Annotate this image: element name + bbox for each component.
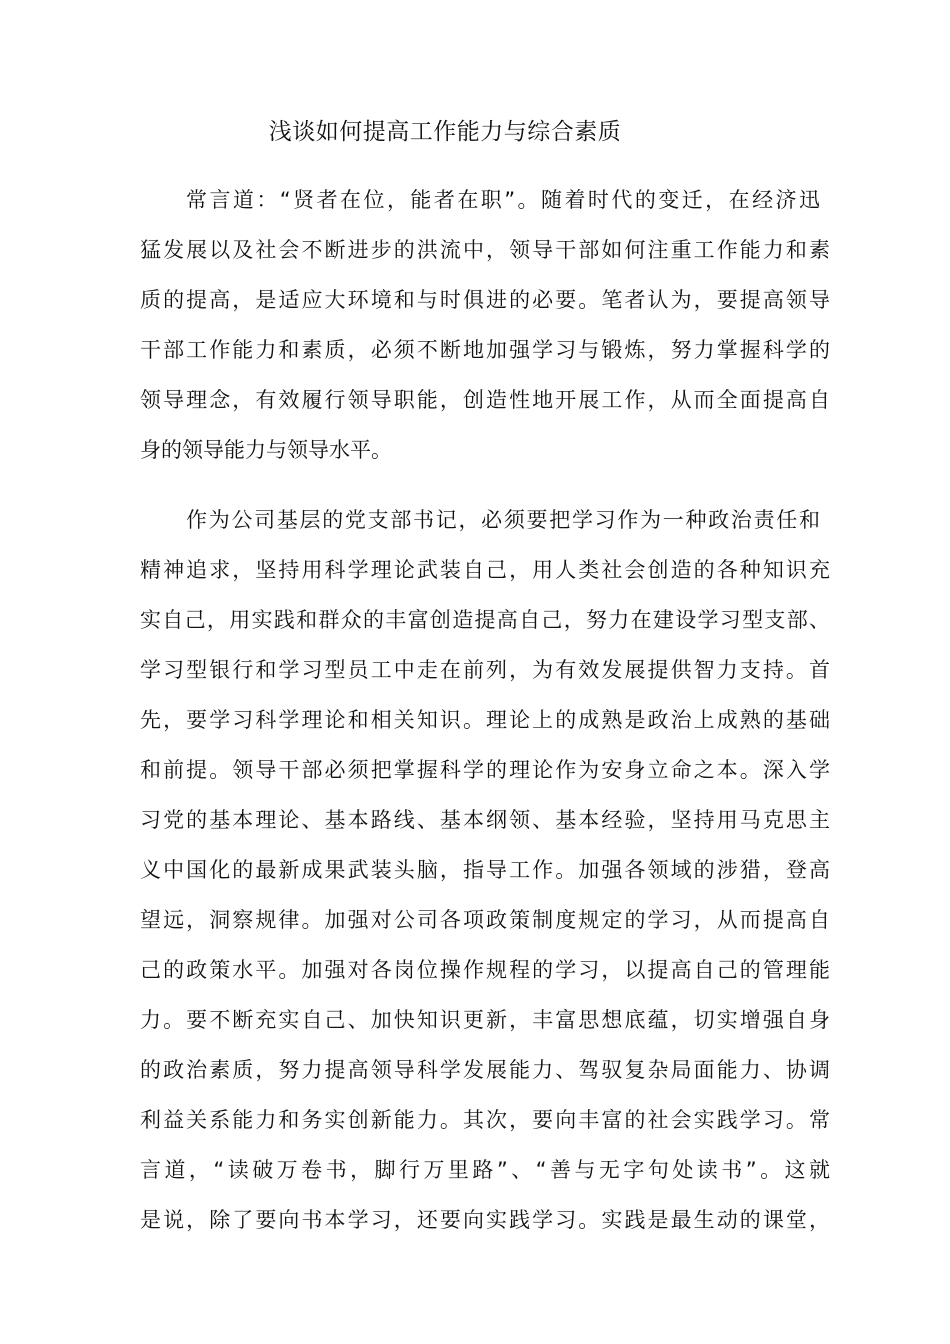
paragraph-line: 身的领导能力与领导水平。 xyxy=(140,438,392,462)
paragraph-line: 先，要学习科学理论和相关知识。理论上的成熟是政治上成熟的基础 xyxy=(140,708,830,732)
paragraph-line: 和前提。领导干部必须把掌握科学的理论作为安身立命之本。深入学 xyxy=(140,758,830,782)
paragraph-line: 习党的基本理论、基本路线、基本纲领、基本经验，坚持用马克思主 xyxy=(140,808,830,832)
paragraph-line: 实自己，用实践和群众的丰富创造提高自己，努力在建设学习型支部、 xyxy=(140,608,830,632)
paragraph-line: 的政治素质，努力提高领导科学发展能力、驾驭复杂局面能力、协调 xyxy=(140,1058,830,1082)
paragraph-line: 精神追求，坚持用科学理论武装自己，用人类社会创造的各种知识充 xyxy=(140,558,830,582)
paragraph-line: 望远，洞察规律。加强对公司各项政策制度规定的学习，从而提高自 xyxy=(140,908,830,932)
paragraph-line: 质的提高，是适应大环境和与时俱进的必要。笔者认为，要提高领导 xyxy=(140,288,830,312)
paragraph-line: 领导理念，有效履行领导职能，创造性地开展工作，从而全面提高自 xyxy=(140,388,830,412)
paragraph-line: 义中国化的最新成果武装头脑，指导工作。加强各领域的涉猎，登高 xyxy=(140,858,830,882)
paragraph-line: 利益关系能力和务实创新能力。其次，要向丰富的社会实践学习。常 xyxy=(140,1108,830,1132)
paragraph-line: 猛发展以及社会不断进步的洪流中，领导干部如何注重工作能力和素 xyxy=(140,238,830,262)
paragraph-line: 作为公司基层的党支部书记，必须要把学习作为一种政治责任和 xyxy=(186,508,820,532)
paragraph-line: 己的政策水平。加强对各岗位操作规程的学习，以提高自己的管理能 xyxy=(140,958,830,982)
paragraph-line: 干部工作能力和素质，必须不断地加强学习与锻炼，努力掌握科学的 xyxy=(140,338,830,362)
paragraph-line: 学习型银行和学习型员工中走在前列，为有效发展提供智力支持。首 xyxy=(140,658,830,682)
paragraph-line: 言道，“读破万卷书，脚行万里路”、“善与无字句处读书”。这就 xyxy=(140,1158,830,1182)
document-title: 浅谈如何提高工作能力与综合素质 xyxy=(268,119,622,145)
paragraph-line: 力。要不断充实自己、加快知识更新，丰富思想底蕴，切实增强自身 xyxy=(140,1008,830,1032)
paragraph-line: 是说，除了要向书本学习，还要向实践学习。实践是最生动的课堂， xyxy=(140,1208,830,1232)
paragraph-line: 常言道：“贤者在位，能者在职”。随着时代的变迁，在经济迅 xyxy=(186,188,820,212)
